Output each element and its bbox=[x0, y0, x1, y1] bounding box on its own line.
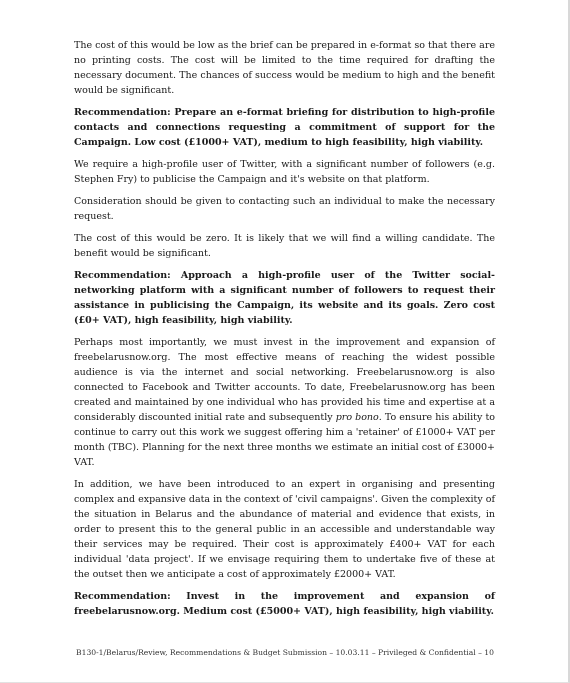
paragraph-twitter-user: We require a high-profile user of Twitter, with a significant number of followers (e.g. Stephen Fry) to publicise the Campaign and it's website on that platform. bbox=[74, 159, 495, 185]
paragraph-website-investment bbox=[74, 335, 495, 470]
page-content bbox=[74, 38, 495, 626]
text-fragment: Perhaps most importantly, we must invest in the improvement and expansion of freebelarusnow.org. The most effective means of reaching the widest possible audience is via the internet and social networking. Freebelarusnow.org is also connected to Facebook and Twitter accounts. To date, Freebelarusnow.org has been created and maintained by one individual who has provided his time and expertise at a considerably discounted initial rate and subsequently bbox=[74, 337, 495, 423]
recommendation-briefing: Recommendation: Prepare an e-format briefing for distribution to high-profile contacts and connections requesting a commitment of support for the Campaign. Low cost (£1000+ VAT), medium to high feasibility, high viability. bbox=[74, 107, 495, 148]
paragraph-consideration: Consideration should be given to contacting such an individual to make the necessary request. bbox=[74, 196, 495, 222]
page-footer: B130-1/Belarus/Review, Recommendations & Budget Submission – 10.03.11 – Privileged & Confidential – 10 bbox=[76, 648, 494, 657]
emphasis-pro-bono: pro bono bbox=[335, 412, 379, 423]
recommendation-twitter: Recommendation: Approach a high-profile user of the Twitter social-networking platform with a significant number of followers to request their assistance in publicising the Campaign, its website and its goals. Zero cost (£0+ VAT), high feasibility, high viability. bbox=[74, 270, 495, 326]
text-fragment: . To ensure his ability to continue to carry out this work we suggest offering him a 'retainer' of £1000+ VAT per month (TBC). Planning for the next three months we estimate an initial cost of £3000+ VAT. bbox=[74, 412, 495, 468]
paragraph-cost-zero: The cost of this would be zero. It is likely that we will find a willing candidate. The benefit would be significant. bbox=[74, 233, 495, 259]
recommendation-website: Recommendation: Invest in the improvement and expansion of freebelarusnow.org. Medium cost (£5000+ VAT), high feasibility, high viability. bbox=[74, 591, 495, 617]
paragraph-cost-brief: The cost of this would be low as the brief can be prepared in e-format so that there are no printing costs. The cost will be limited to the time required for drafting the necessary document. The chances of success would be medium to high and the benefit would be significant. bbox=[74, 40, 495, 96]
paragraph-data-expert: In addition, we have been introduced to an expert in organising and presenting complex and expansive data in the context of 'civil campaigns'. Given the complexity of the situation in Belarus and the abundance of material and evidence that exists, in order to present this to the general public in an accessible and understandable way their services may be required. Their cost is approximately £400+ VAT for each individual 'data project'. If we envisage requiring them to undertake five of these at the outset then we anticipate a cost of approximately £2000+ VAT. bbox=[74, 479, 495, 580]
